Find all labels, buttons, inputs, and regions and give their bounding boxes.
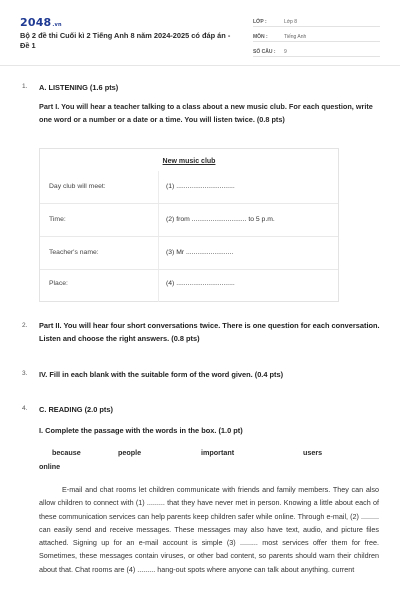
question-3-text: IV. Fill in each blank with the suitable form of the word given. (0.4 pts) xyxy=(39,370,284,379)
row-label: Teacher's name: xyxy=(49,249,99,256)
row-answer-blank[interactable]: (1) ............................... xyxy=(166,183,235,190)
question-2-text: Part II. You will hear four short conversations twice. There is one question for each conversation. Listen and choose the right answers. (0.8 pts) xyxy=(39,321,380,343)
row-label: Time: xyxy=(49,216,66,223)
question-2-number: 2. xyxy=(22,322,28,329)
row-label: Place: xyxy=(49,280,68,287)
logo-sub: .vn xyxy=(52,22,62,28)
word-people: people xyxy=(118,448,142,457)
logo-main: 2048 xyxy=(20,16,52,29)
meta-class-key: LỚP : xyxy=(253,19,267,25)
question-4-number: 4. xyxy=(22,405,28,412)
site-logo[interactable] xyxy=(20,16,62,29)
word-online: online xyxy=(39,462,61,471)
meta-subject-key: MÔN : xyxy=(253,34,268,40)
table-row xyxy=(40,237,338,270)
question-1-number: 1. xyxy=(22,83,28,90)
row-answer-blank[interactable]: (4) ............................... xyxy=(166,280,235,287)
meta-class xyxy=(253,15,380,27)
table-row xyxy=(40,270,338,302)
question-3-number: 3. xyxy=(22,370,28,377)
document-title: Bộ 2 đề thi Cuối kì 2 Tiếng Anh 8 năm 2024-2025 có đáp án - Đề 1 xyxy=(20,31,231,50)
row-label: Day club will meet: xyxy=(49,183,106,190)
row-answer-blank[interactable]: (2) from ............................. to 5 p.m. xyxy=(166,216,275,223)
passage-text: E-mail and chat rooms let children communicate with friends and family members. They can also allow children to connect with (1) ......... that they have never met in person. Knowing a little about each of these communication services can help parents keep children safer while online. Through e-mail, (2) ......... can easily send and receive messages. These messages may also have text, audio, and picture files attached. Signing up for an e-mail account is simple (3) ......... most services offer them for free. Sometimes, these messages contain viruses, or other bad content, so parents should warn their children about that. Chat rooms are (4) ......... hang-out spots where anyone can talk about anything. current xyxy=(39,485,379,574)
meta-count-key: SỐ CÂU : xyxy=(253,49,276,55)
table-row xyxy=(40,171,338,204)
question-4-subtitle: I. Complete the passage with the words in the box. (1.0 pt) xyxy=(39,426,243,435)
listening-table xyxy=(39,148,339,302)
row-answer-blank[interactable]: (3) Mr ......................... xyxy=(166,249,234,256)
word-important: important xyxy=(201,448,235,457)
table-row xyxy=(40,204,338,237)
table-title: New music club xyxy=(162,158,216,165)
meta-count-value: 9 xyxy=(284,49,287,55)
word-users: users xyxy=(303,448,323,457)
meta-class-value: Lớp 8 xyxy=(284,19,298,25)
meta-subject xyxy=(253,30,380,42)
reading-passage xyxy=(39,483,379,576)
question-1-title: A. LISTENING (1.6 pts) xyxy=(39,83,119,92)
word-because: because xyxy=(52,448,81,457)
meta-count xyxy=(253,45,380,57)
meta-subject-value: Tiếng Anh xyxy=(284,34,307,40)
question-1-instructions: Part I. You will hear a teacher talking to a class about a new music club. For each question, write one word or a number or a date or a time. You will listen twice. (0.8 pts) xyxy=(39,102,373,124)
page-header xyxy=(0,0,400,66)
question-4-title: C. READING (2.0 pts) xyxy=(39,405,113,414)
